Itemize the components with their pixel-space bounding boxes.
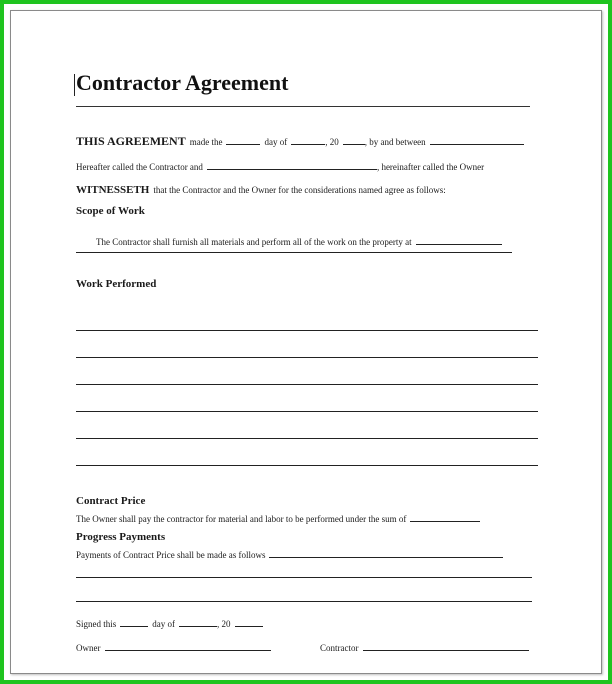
agreement-year-prefix: , 20	[325, 137, 339, 147]
text-cursor	[74, 74, 75, 96]
agreement-line	[76, 132, 524, 150]
contract-price-line	[76, 509, 480, 527]
contractor-label: Contractor	[320, 643, 359, 653]
signed-line	[76, 614, 263, 632]
contract-price-text: The Owner shall pay the contractor for material and labor to be performed under the sum of	[76, 514, 407, 524]
payment-terms-blank[interactable]	[269, 548, 503, 558]
work-performed-line[interactable]	[76, 411, 538, 412]
witnesseth-heading: WITNESSETH	[76, 184, 150, 196]
progress-payments-line	[76, 545, 503, 563]
agreement-made-the: made the	[189, 137, 223, 147]
scope-continuation-line[interactable]	[76, 252, 512, 253]
work-performed-line[interactable]	[76, 330, 538, 331]
payment-terms-line[interactable]	[76, 577, 532, 578]
owner-signature-blank[interactable]	[105, 641, 271, 651]
agreement-month-blank[interactable]	[291, 135, 325, 145]
owner-signature	[76, 638, 271, 656]
scope-heading: Scope of Work	[76, 205, 145, 217]
work-performed-heading: Work Performed	[76, 278, 157, 290]
signed-year-blank[interactable]	[235, 617, 263, 627]
work-performed-line[interactable]	[76, 465, 538, 466]
contractor-name-blank[interactable]	[207, 160, 377, 170]
agreement-year-blank[interactable]	[343, 135, 365, 145]
work-performed-line[interactable]	[76, 357, 538, 358]
witnesseth-line	[76, 180, 446, 198]
hereafter-lead: Hereafter called the Contractor and	[76, 162, 203, 172]
signed-month-blank[interactable]	[179, 617, 217, 627]
agreement-heading: THIS AGREEMENT	[76, 134, 186, 148]
property-address-blank[interactable]	[416, 235, 502, 245]
agreement-party-blank[interactable]	[430, 135, 524, 145]
signed-lead: Signed this	[76, 619, 117, 629]
work-performed-line[interactable]	[76, 384, 538, 385]
scope-text: The Contractor shall furnish all materials and perform all of the work on the property at	[96, 237, 412, 247]
owner-label: Owner	[76, 643, 101, 653]
signed-year-prefix: , 20	[217, 619, 231, 629]
contract-price-heading: Contract Price	[76, 495, 146, 507]
progress-payments-text: Payments of Contract Price shall be made as follows	[76, 550, 266, 560]
agreement-day-of: day of	[264, 137, 288, 147]
hereafter-line	[76, 157, 484, 175]
contractor-signature	[320, 638, 529, 656]
agreement-day-blank[interactable]	[226, 135, 260, 145]
hereafter-tail: , hereinafter called the Owner	[376, 162, 485, 172]
agreement-by-between: , by and between	[364, 137, 426, 147]
contractor-signature-blank[interactable]	[363, 641, 529, 651]
progress-payments-heading: Progress Payments	[76, 531, 166, 543]
title-underline	[76, 106, 530, 107]
signed-day-blank[interactable]	[120, 617, 148, 627]
signed-day-of: day of	[152, 619, 176, 629]
witnesseth-text: that the Contractor and the Owner for the considerations named agree as follows:	[153, 185, 446, 195]
work-performed-line[interactable]	[76, 438, 538, 439]
contract-sum-blank[interactable]	[410, 512, 480, 522]
document-page	[10, 10, 602, 674]
scope-line	[96, 232, 502, 250]
payment-terms-line[interactable]	[76, 601, 532, 602]
document-title: Contractor Agreement	[76, 70, 289, 95]
